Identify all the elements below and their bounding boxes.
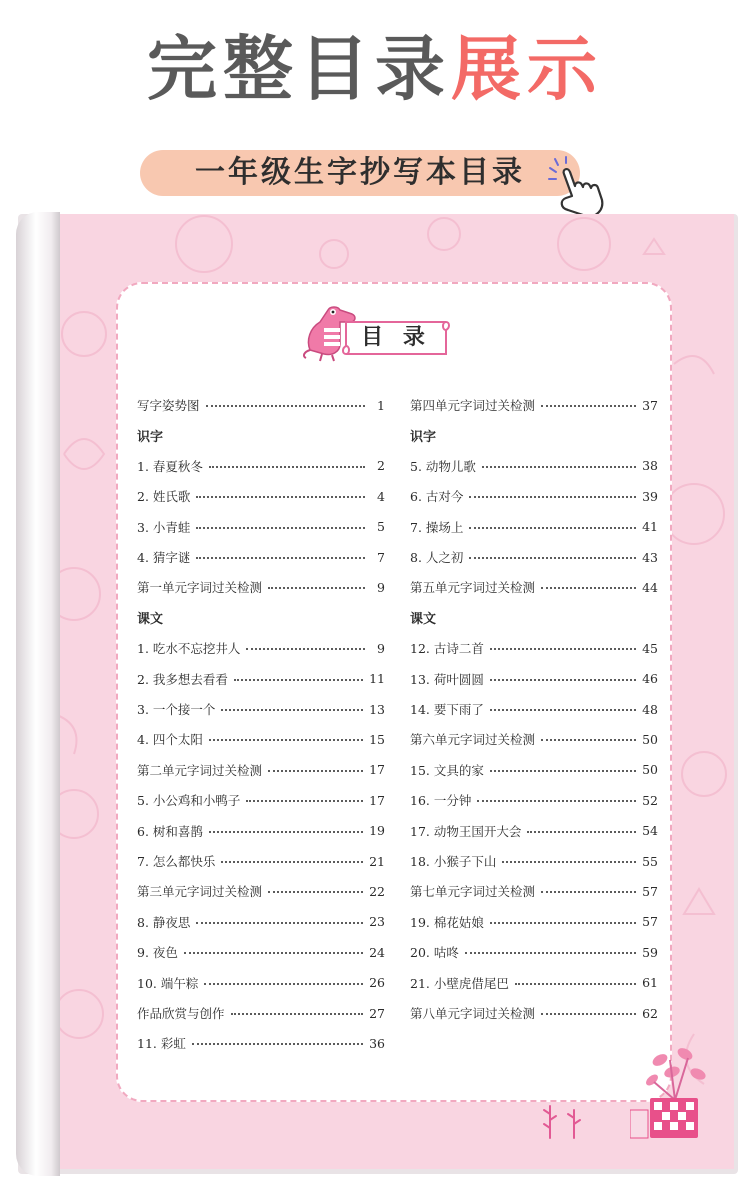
toc-section-heading — [137, 424, 385, 446]
toc-entry-page: 50 — [642, 762, 658, 778]
toc-entry-page: 46 — [642, 671, 658, 687]
toc-dot-leader — [490, 648, 636, 650]
toc-entry — [137, 972, 385, 994]
toc-entry-page: 61 — [642, 975, 658, 991]
toc-dot-leader — [184, 952, 363, 954]
toc-entry — [137, 698, 385, 720]
toc-entry-title: 1. 春夏秋冬 — [137, 458, 203, 474]
toc-entry — [137, 668, 385, 690]
book-spine — [16, 212, 60, 1176]
toc-entry-title: 2. 姓氏歌 — [137, 489, 191, 505]
toc-entry-page: 17 — [369, 792, 385, 808]
toc-entry-page: 59 — [642, 944, 658, 960]
toc-dot-leader — [268, 770, 363, 772]
toc-section-heading — [410, 607, 658, 629]
toc-entry-page: 19 — [369, 823, 385, 839]
toc-entry-title: 第八单元字词过关检测 — [410, 1006, 536, 1021]
toc-dot-leader — [246, 648, 365, 650]
toc-entry-title: 1. 吃水不忘挖井人 — [137, 641, 241, 657]
toc-entry-title: 课文 — [137, 612, 164, 628]
toc-entry-title: 5. 小公鸡和小鸭子 — [137, 793, 241, 809]
toc-entry-title: 7. 怎么都快乐 — [137, 854, 216, 869]
toc-dot-leader — [196, 496, 365, 498]
toc-entry — [137, 850, 385, 872]
flower-pot-icon — [630, 1040, 720, 1140]
toc-entry — [410, 516, 658, 538]
subtitle-text: 一年级生字抄写本目录 — [195, 155, 525, 190]
toc-entry-page: 1 — [377, 397, 385, 413]
toc-entry-page: 44 — [642, 579, 658, 595]
toc-section-heading — [137, 607, 385, 629]
toc-entry-title: 作品欣赏与创作 — [137, 1006, 225, 1021]
toc-entry — [410, 668, 658, 690]
toc-entry-title: 第二单元字词过关检测 — [137, 762, 263, 778]
toc-dot-leader — [477, 800, 636, 802]
toc-dot-leader — [196, 527, 365, 529]
toc-dot-leader — [221, 861, 363, 863]
toc-entry-title: 第一单元字词过关检测 — [137, 580, 263, 596]
toc-entry-title: 课文 — [410, 612, 437, 628]
sprig-icon — [540, 1100, 590, 1140]
toc-entry-title: 第三单元字词过关检测 — [137, 884, 263, 900]
toc-banner-title: 目 录 — [361, 325, 431, 350]
toc-dot-leader — [196, 922, 363, 924]
toc-dot-leader — [541, 1013, 636, 1015]
toc-entry-page: 45 — [642, 640, 658, 656]
toc-entry-page: 36 — [369, 1035, 385, 1051]
toc-entry — [137, 637, 385, 659]
toc-entry — [137, 820, 385, 842]
toc-entry-page: 27 — [369, 1005, 385, 1021]
toc-entry-title: 7. 操场上 — [410, 519, 464, 535]
toc-entry-page: 57 — [642, 914, 658, 930]
toc-entry-title: 16. 一分钟 — [410, 793, 472, 809]
toc-entry-title: 6. 树和喜鹊 — [137, 823, 203, 839]
toc-entry-title: 9. 夜色 — [137, 945, 178, 961]
toc-entry — [410, 485, 658, 507]
toc-dot-leader — [490, 679, 636, 681]
toc-entry-title: 17. 动物王国开大会 — [410, 823, 522, 839]
toc-entry-title: 19. 棉花姑娘 — [410, 914, 484, 930]
toc-entry-title: 12. 古诗二首 — [410, 641, 484, 657]
toc-dot-leader — [469, 557, 636, 559]
toc-dot-leader — [502, 861, 636, 863]
toc-entry-title: 13. 荷叶圆圆 — [410, 671, 484, 687]
headline — [0, 24, 750, 114]
toc-entry-page: 37 — [642, 397, 658, 413]
toc-entry — [137, 455, 385, 477]
toc-entry-page: 57 — [642, 883, 658, 899]
toc-entry — [137, 1002, 385, 1024]
toc-entry-title: 第四单元字词过关检测 — [410, 398, 536, 413]
toc-entry — [410, 1002, 658, 1024]
toc-entry — [137, 941, 385, 963]
toc-entry-page: 11 — [369, 671, 385, 687]
toc-entry-page: 52 — [642, 792, 658, 808]
toc-dot-leader — [206, 405, 365, 407]
toc-dot-leader — [209, 831, 363, 833]
toc-entry-page: 39 — [642, 488, 658, 504]
toc-entry-page: 17 — [369, 762, 385, 778]
toc-dot-leader — [465, 952, 636, 954]
headline-part1: 完整目录 — [147, 28, 451, 110]
toc-entry-page: 13 — [369, 701, 385, 717]
toc-dot-leader — [209, 466, 365, 468]
toc-entry-page: 7 — [377, 549, 385, 565]
toc-entry — [410, 576, 658, 598]
toc-dot-leader — [482, 466, 636, 468]
toc-entry — [137, 911, 385, 933]
toc-entry-page: 48 — [642, 701, 658, 717]
toc-dot-leader — [541, 891, 636, 893]
toc-entry-page: 9 — [377, 579, 385, 595]
toc-entry-title: 4. 四个太阳 — [137, 732, 203, 748]
toc-entry — [137, 1032, 385, 1054]
toc-entry-title: 10. 端午粽 — [137, 975, 199, 991]
toc-entry — [410, 850, 658, 872]
toc-entry — [137, 789, 385, 811]
toc-entry — [410, 911, 658, 933]
toc-entry — [137, 759, 385, 781]
toc-entry-title: 4. 猜字谜 — [137, 550, 191, 565]
toc-entry — [410, 880, 658, 902]
headline-part2: 展示 — [451, 28, 603, 110]
toc-entry-page: 22 — [369, 883, 385, 899]
toc-dot-leader — [268, 891, 363, 893]
toc-entry — [137, 546, 385, 568]
toc-entry-page: 26 — [369, 975, 385, 991]
toc-entry-title: 写字姿势图 — [137, 398, 200, 413]
toc-entry — [137, 576, 385, 598]
toc-dot-leader — [268, 587, 365, 589]
toc-entry-title: 11. 彩虹 — [137, 1036, 186, 1052]
toc-entry — [410, 941, 658, 963]
toc-entry-title: 识字 — [410, 429, 437, 445]
toc-entry — [410, 972, 658, 994]
toc-entry-title: 21. 小壁虎借尾巴 — [410, 975, 509, 991]
toc-dot-leader — [192, 1043, 363, 1045]
toc-entry-title: 第七单元字词过关检测 — [410, 884, 536, 900]
toc-entry — [410, 789, 658, 811]
toc-dot-leader — [515, 983, 636, 985]
toc-entry-title: 2. 我多想去看看 — [137, 671, 228, 687]
toc-entry-title: 20. 咕咚 — [410, 945, 459, 961]
toc-entry — [137, 516, 385, 538]
toc-entry-title: 第五单元字词过关检测 — [410, 580, 536, 596]
toc-entry-title: 识字 — [137, 429, 164, 445]
toc-entry-title: 14. 要下雨了 — [410, 702, 484, 717]
toc-dot-leader — [231, 1013, 364, 1015]
toc-entry-page: 43 — [642, 549, 658, 565]
toc-dot-leader — [527, 831, 636, 833]
toc-entry-page: 4 — [377, 488, 385, 504]
toc-entry-page: 62 — [642, 1005, 658, 1021]
toc-dot-leader — [490, 709, 636, 711]
toc-entry-title: 5. 动物儿歌 — [410, 458, 476, 474]
toc-dot-leader — [541, 587, 636, 589]
toc-entry-title: 3. 小青蛙 — [137, 519, 191, 535]
toc-entry — [137, 394, 385, 416]
toc-dot-leader — [541, 405, 636, 407]
toc-entry-title: 8. 人之初 — [410, 550, 464, 565]
toc-entry — [410, 698, 658, 720]
toc-entry-page: 54 — [642, 823, 658, 839]
toc-entry-page: 41 — [642, 519, 658, 535]
toc-entry-page: 2 — [377, 458, 385, 474]
toc-entry — [410, 759, 658, 781]
toc-entry — [137, 728, 385, 750]
toc-entry-title: 15. 文具的家 — [410, 762, 484, 778]
toc-entry — [410, 394, 658, 416]
toc-entry-page: 9 — [377, 640, 385, 656]
toc-dot-leader — [246, 800, 363, 802]
toc-entry-page: 38 — [642, 458, 658, 474]
toc-entry — [410, 546, 658, 568]
toc-entry — [410, 637, 658, 659]
toc-entry — [410, 820, 658, 842]
toc-entry-page: 21 — [369, 853, 385, 869]
toc-dot-leader — [469, 496, 636, 498]
toc-dot-leader — [221, 709, 363, 711]
toc-dot-leader — [541, 739, 636, 741]
toc-entry-page: 15 — [369, 731, 385, 747]
toc-dot-leader — [196, 557, 365, 559]
toc-entry-title: 18. 小猴子下山 — [410, 854, 497, 869]
toc-entry-title: 3. 一个接一个 — [137, 702, 216, 717]
toc-entry-page: 5 — [377, 519, 385, 535]
subtitle-pill — [140, 150, 580, 196]
toc-entry — [410, 455, 658, 477]
toc-dot-leader — [490, 770, 636, 772]
toc-entry — [137, 880, 385, 902]
toc-entry-page: 23 — [369, 914, 385, 930]
toc-dot-leader — [209, 739, 363, 741]
toc-entry — [410, 728, 658, 750]
toc-dot-leader — [490, 922, 636, 924]
toc-entry — [137, 485, 385, 507]
toc-dot-leader — [469, 527, 636, 529]
toc-section-heading — [410, 424, 658, 446]
toc-entry-title: 第六单元字词过关检测 — [410, 732, 536, 748]
toc-dot-leader — [204, 983, 363, 985]
toc-entry-page: 50 — [642, 731, 658, 747]
toc-entry-title: 6. 古对今 — [410, 489, 464, 505]
toc-entry-page: 55 — [642, 853, 658, 869]
toc-entry-title: 8. 静夜思 — [137, 914, 191, 930]
toc-entry-page: 24 — [369, 944, 385, 960]
toc-dot-leader — [234, 679, 363, 681]
